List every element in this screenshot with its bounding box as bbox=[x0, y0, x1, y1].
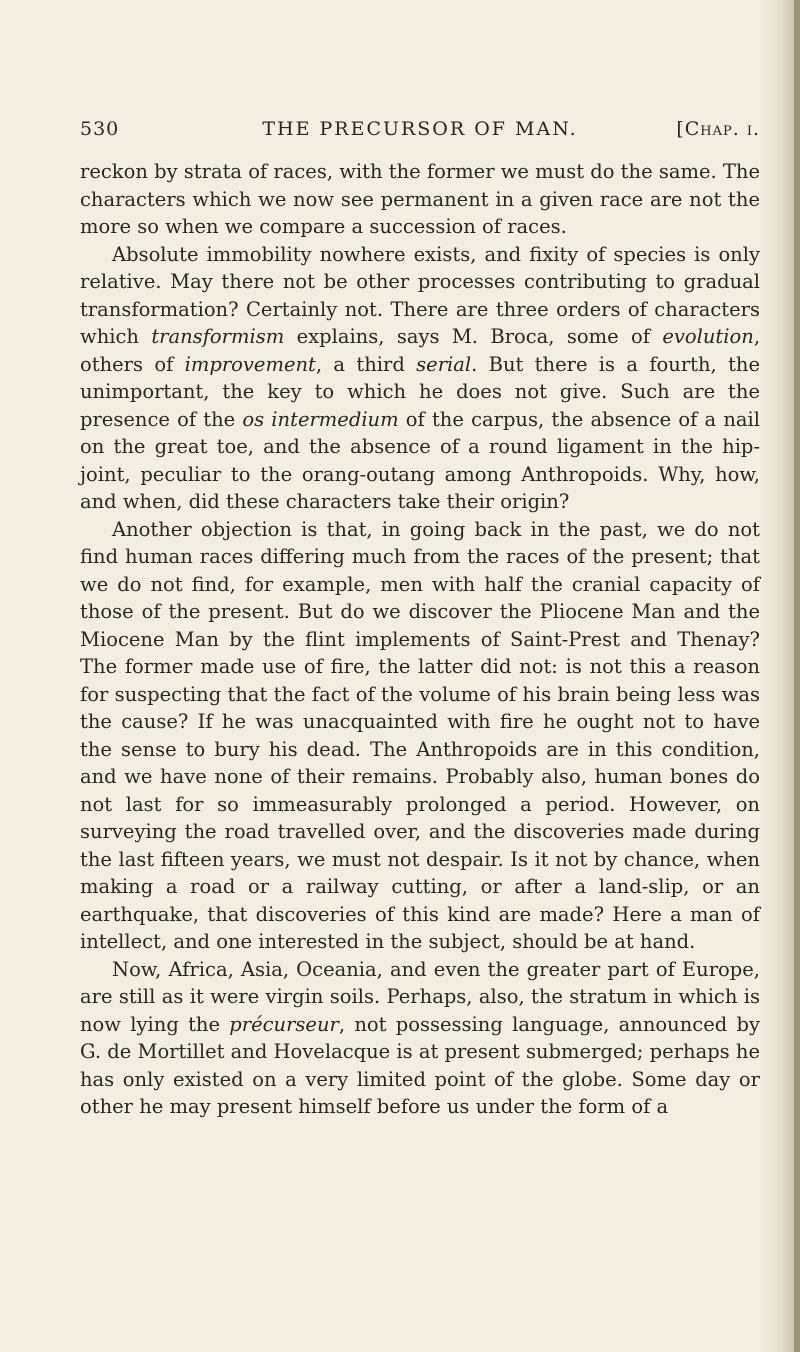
p2-text-e: , others of bbox=[80, 325, 761, 376]
p2-text-c: explains, says M. Broca, some of bbox=[284, 325, 663, 348]
page-number: 530 bbox=[80, 118, 120, 140]
paragraph-3: Another objection is that, in going back in the past, we do not find human races differing much from the races of the present; that we do not find, for example, men with half the cranial capacity of those of the present. But do we discover the Pliocene Man and the Miocene Man by the flint implements of Saint-Prest and Thenay? The former made use of fire, the latter did not: is not this a reason for suspecting that the fact of the volume of his brain being less was the cause? If he was unacquainted with fire he ought not to have the sense to bury his dead. The Anthropoids are in this condition, and we have none of their remains. Probably also, human bones do not last for so immeasurably prolonged a period. However, on surveying the road travelled over, and the discoveries made during the last fifteen years, we must not despair. Is it not by chance, when making a road or a railway cutting, or after a land-slip, or an earthquake, that discoveries of this kind are made? Here a man of intellect, and one interested in the subject, should be at hand. bbox=[80, 517, 760, 953]
p4-text-c: , not possessing language, announced by G. de Mortillet and Hovelacque is at present submerged; perhaps he has only existed on a very limited point of the globe. Some day or other he may present himself before us under the form of a bbox=[80, 1012, 760, 1118]
term-evolution: evolution bbox=[662, 325, 754, 348]
p2-text-k: of the carpus, the absence of a nail on the great toe, and the absence of a round ligament in the hip-joint, peculiar to the orang-outang among Anthropoids. Why, how, and when, did these characters take their origin? bbox=[80, 407, 760, 513]
p2-text-i: . But there is a fourth, the unimportant, the key to which he does not give. Such are the presence of the bbox=[80, 352, 761, 431]
paragraph-2 bbox=[80, 241, 760, 516]
term-os-intermedium: os intermedium bbox=[242, 407, 399, 431]
body-text bbox=[80, 158, 760, 1121]
chapter-marker: [Chap. i. bbox=[676, 118, 760, 140]
term-transformism: transformism bbox=[151, 325, 285, 348]
p2-text-a: Absolute immobility nowhere exists, and fixity of species is only relative. May there not be other processes contributing to gradual transformation? Certainly not. There are three orders of characters which bbox=[80, 242, 760, 348]
term-precurseur: précurseur bbox=[229, 1012, 339, 1036]
p4-text-a: Now, Africa, Asia, Oceania, and even the greater part of Europe, are still as it were virgin soils. Perhaps, also, the stratum in which is now lying the bbox=[80, 957, 760, 1036]
running-header bbox=[80, 118, 760, 148]
running-title: THE PRECURSOR OF MAN. bbox=[262, 118, 578, 140]
p2-text-g: , a third bbox=[315, 352, 417, 376]
page-edge-shadow bbox=[760, 0, 800, 1352]
term-serial: serial bbox=[416, 352, 472, 376]
paragraph-1: reckon by strata of races, with the former we must do the same. The characters which we now see permanent in a given race are not the more so when we compare a succession of races. bbox=[80, 160, 760, 238]
term-improvement: improvement bbox=[184, 352, 316, 376]
paragraph-4 bbox=[80, 956, 760, 1121]
